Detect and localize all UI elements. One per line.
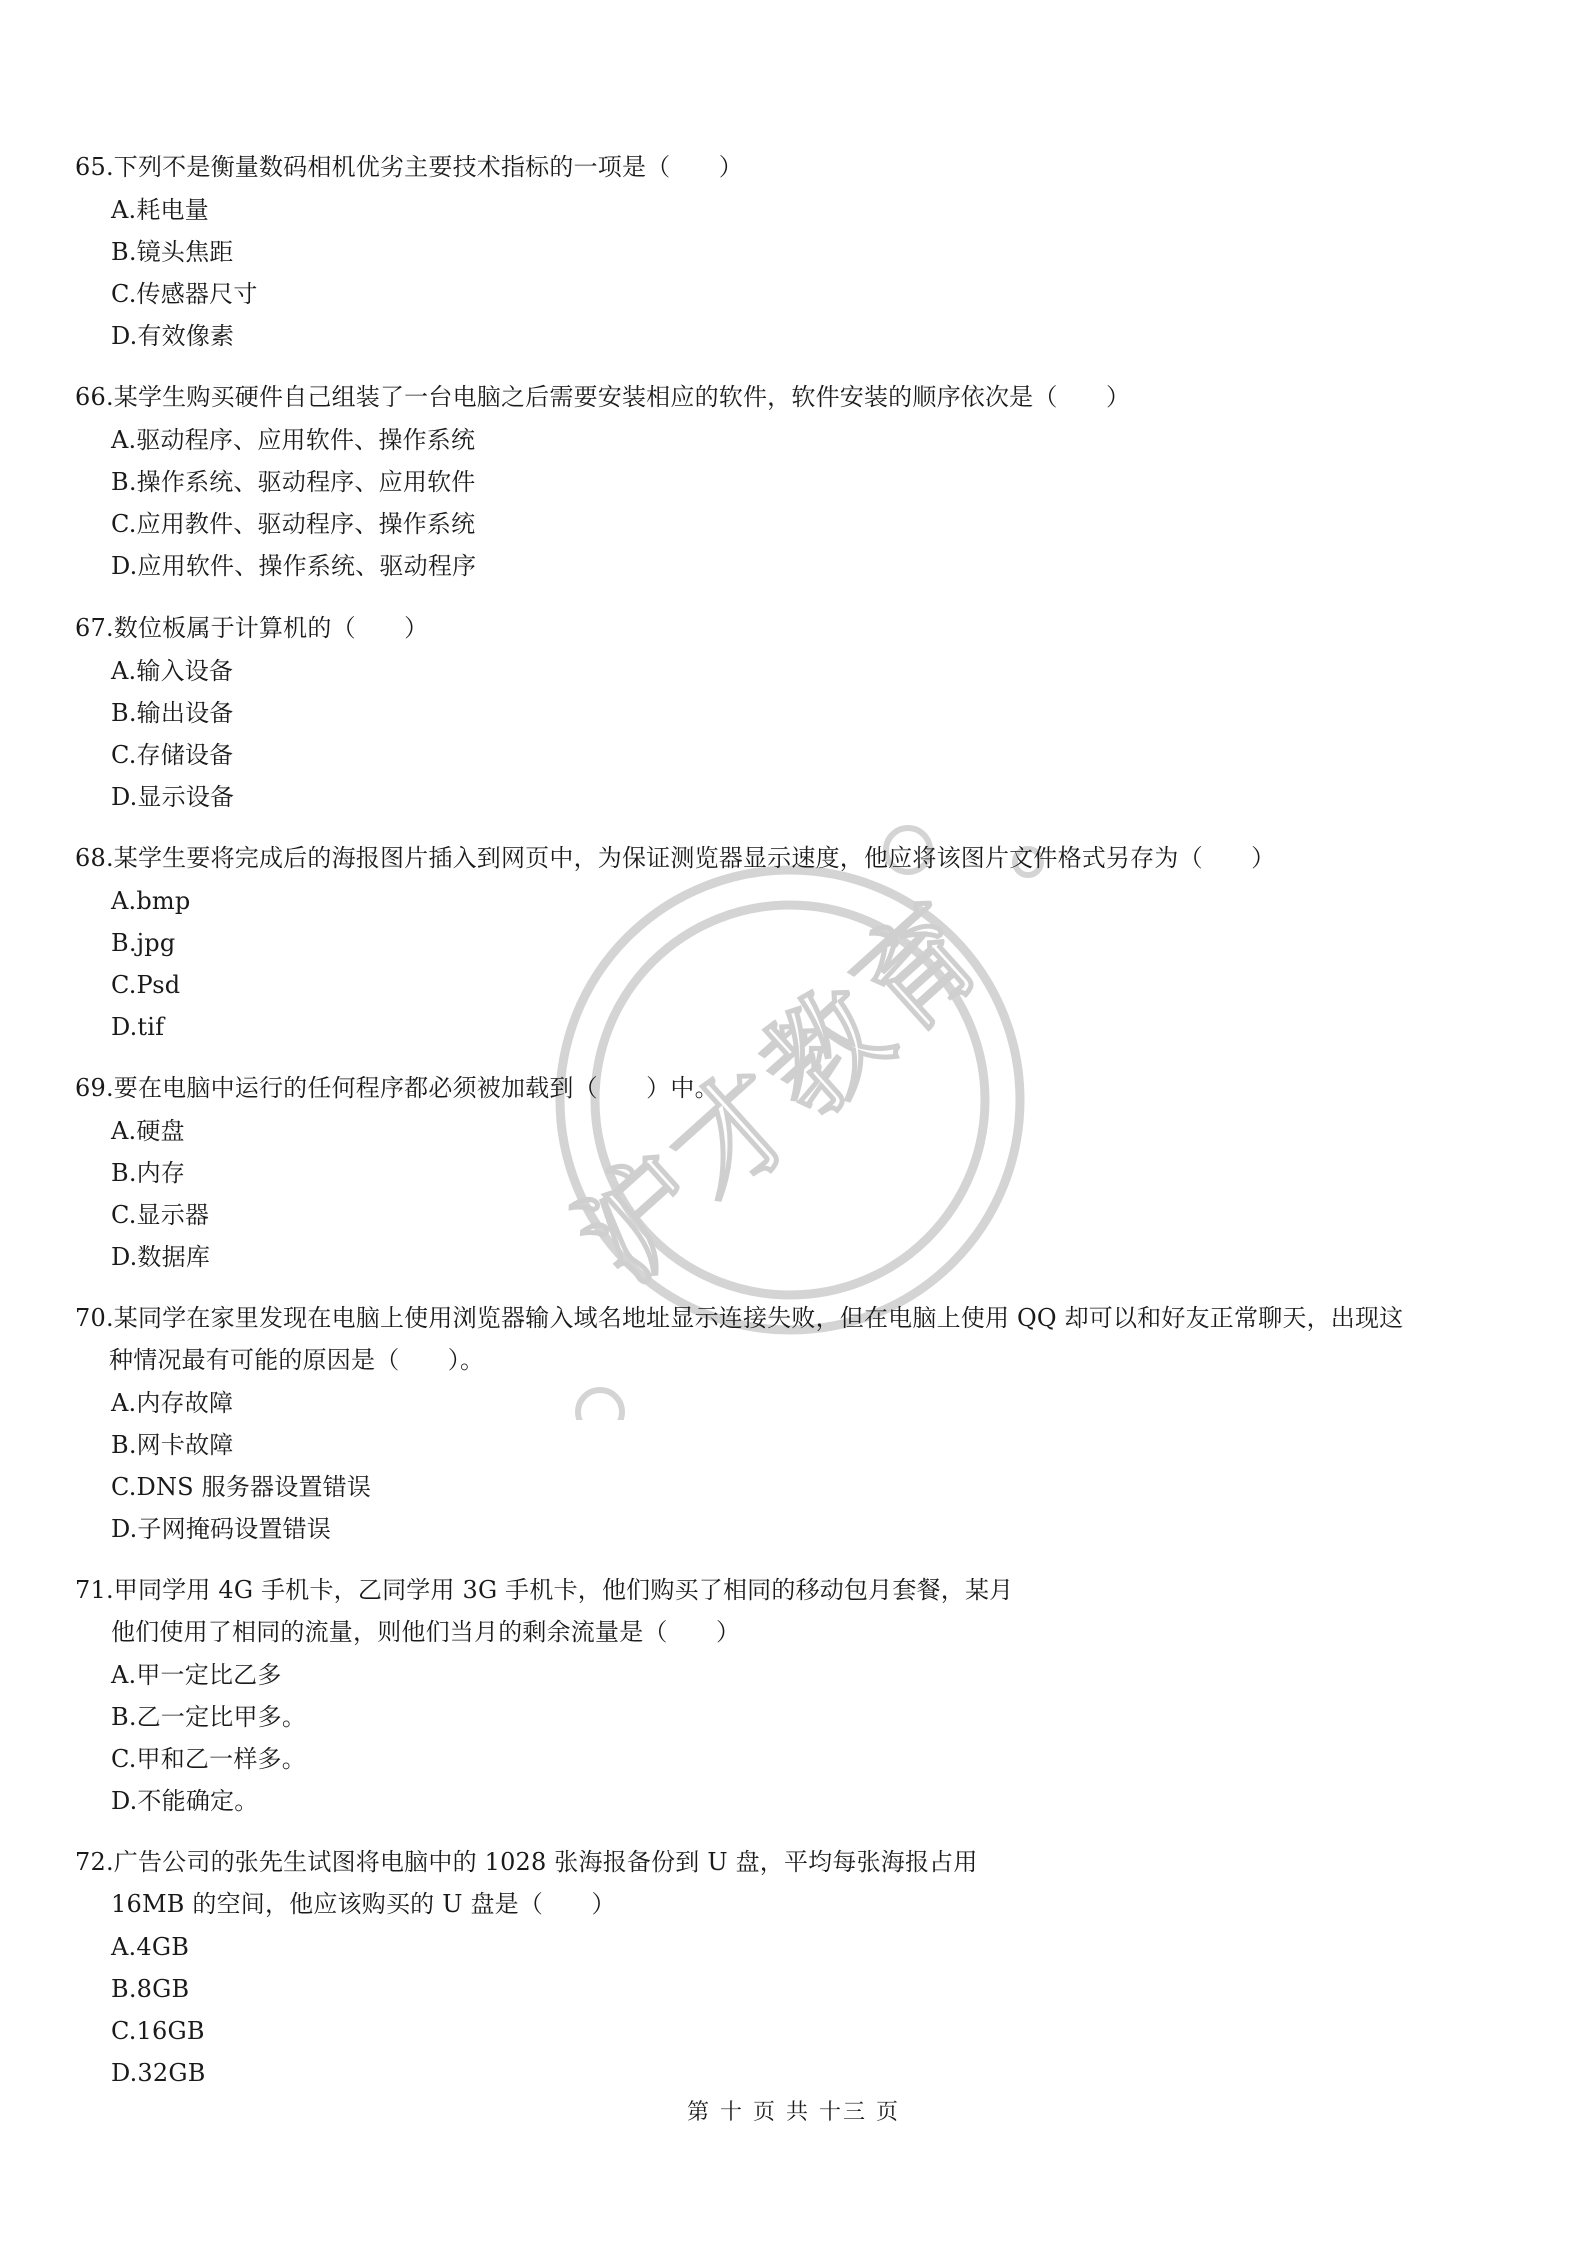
question-72-option-a: A.4GB	[111, 1933, 190, 1961]
question-72-stem: 72.广告公司的张先生试图将电脑中的 1028 张海报备份到 U 盘，平均每张海报占用	[75, 1848, 978, 1876]
question-67-option-c: C.存储设备	[111, 741, 234, 769]
question-66-option-a: A.驱动程序、应用软件、操作系统	[111, 426, 476, 454]
question-71-option-a: A.甲一定比乙多	[111, 1661, 282, 1689]
question-66-option-d: D.应用软件、操作系统、驱动程序	[111, 552, 477, 580]
question-69-option-a: A.硬盘	[111, 1117, 185, 1145]
question-68-option-a: A.bmp	[111, 887, 191, 915]
question-65-option-d: D.有效像素	[111, 322, 235, 350]
question-71-option-c: C.甲和乙一样多。	[111, 1745, 306, 1773]
page-footer: 第 十 页 共 十三 页	[687, 2100, 900, 2125]
question-66-option-c: C.应用教件、驱动程序、操作系统	[111, 510, 476, 538]
question-68-stem: 68.某学生要将完成后的海报图片插入到网页中，为保证测览器显示速度，他应将该图片文件格式另存为（ ）	[75, 844, 1276, 872]
question-65-option-b: B.镜头焦距	[111, 238, 234, 266]
question-67-stem: 67.数位板属于计算机的（ ）	[75, 614, 429, 642]
question-66-stem: 66.某学生购买硬件自己组装了一台电脑之后需要安装相应的软件，软件安装的顺序依次是（ ）	[75, 383, 1131, 411]
question-65-option-a: A.耗电量	[111, 196, 209, 224]
question-72-option-c: C.16GB	[111, 2017, 205, 2045]
question-67-option-b: B.输出设备	[111, 699, 234, 727]
question-70-option-c: C.DNS 服务器设置错误	[111, 1473, 372, 1501]
question-67-option-d: D.显示设备	[111, 783, 235, 811]
watermark-dot-3	[578, 1390, 622, 1420]
question-69-option-b: B.内存	[111, 1159, 186, 1187]
question-66-option-b: B.操作系统、驱动程序、应用软件	[111, 468, 476, 496]
question-71-stem-continued: 他们使用了相同的流量，则他们当月的剩余流量是（ ）	[111, 1618, 741, 1646]
watermark-text: 沪才教育	[552, 874, 1014, 1310]
question-70-stem: 70.某同学在家里发现在电脑上使用浏览器输入域名地址显示连接失败，但在电脑上使用 QQ 却可以和好友正常聊天，出现这	[75, 1304, 1404, 1332]
question-68-option-d: D.tif	[111, 1013, 165, 1041]
question-70-stem-continued: 种情况最有可能的原因是（ ）。	[109, 1346, 485, 1374]
question-72-stem-continued: 16MB 的空间，他应该购买的 U 盘是（ ）	[111, 1890, 616, 1918]
question-70-option-a: A.内存故障	[111, 1389, 234, 1417]
question-70-option-d: D.子网掩码设置错误	[111, 1515, 332, 1543]
question-69-stem: 69.要在电脑中运行的任何程序都必须被加载到（ ）中。	[75, 1074, 719, 1102]
question-72-option-d: D.32GB	[111, 2059, 206, 2087]
question-69-option-d: D.数据库	[111, 1243, 211, 1271]
question-70-option-b: B.网卡故障	[111, 1431, 234, 1459]
question-65-option-c: C.传感器尺寸	[111, 280, 258, 308]
question-65-stem: 65.下列不是衡量数码相机优劣主要技术指标的一项是（ ）	[75, 153, 743, 181]
question-67-option-a: A.输入设备	[111, 657, 234, 685]
question-68-option-c: C.Psd	[111, 971, 181, 999]
question-72-option-b: B.8GB	[111, 1975, 190, 2003]
question-69-option-c: C.显示器	[111, 1201, 210, 1229]
question-68-option-b: B.jpg	[111, 929, 176, 957]
question-71-option-d: D.不能确定。	[111, 1787, 259, 1815]
question-71-stem: 71.甲同学用 4G 手机卡，乙同学用 3G 手机卡，他们购买了相同的移动包月套餐，某月	[75, 1576, 1014, 1604]
question-71-option-b: B.乙一定比甲多。	[111, 1703, 307, 1731]
